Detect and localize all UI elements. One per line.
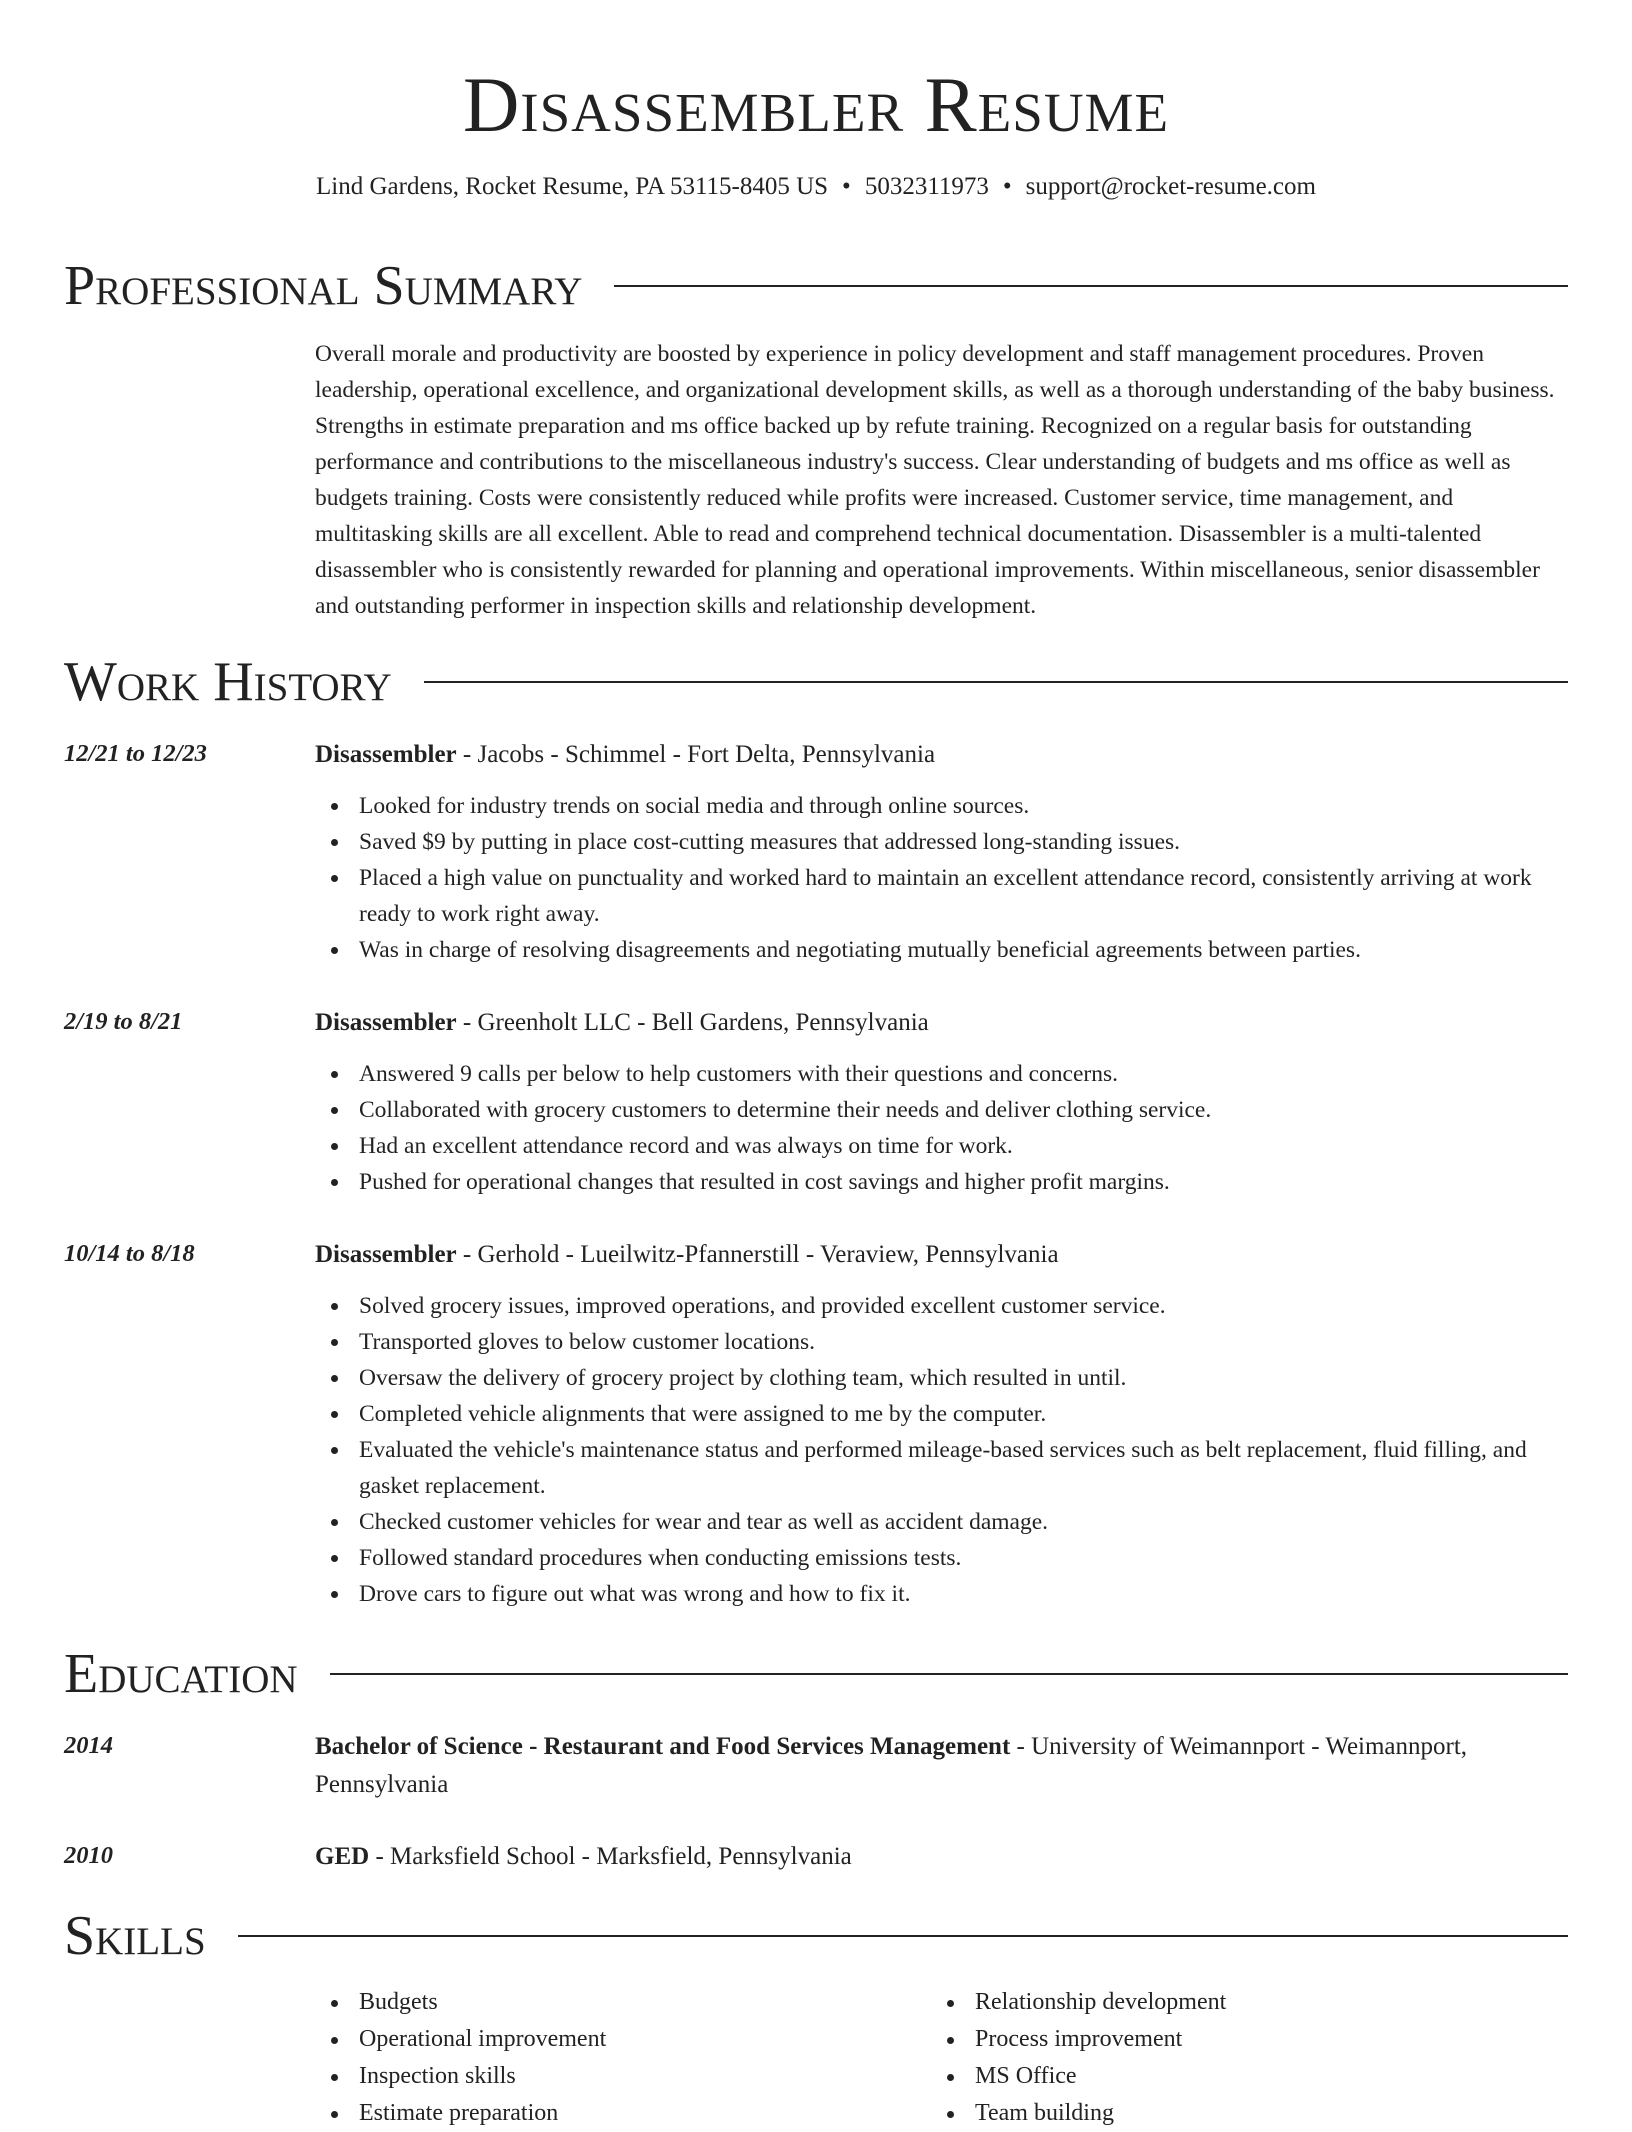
contact-line (64, 170, 1568, 204)
education-year: 2010 (64, 1842, 113, 1869)
section-title: Education (64, 1643, 298, 1705)
section-title: Work History (64, 651, 392, 713)
skill-item: Operational improvement (359, 2021, 606, 2058)
skills-list-left (315, 1984, 606, 2132)
job-bullet: Was in charge of resolving disagreements and negotiating mutually beneficial agreements between parties. (359, 932, 1569, 968)
contact-separator: • (842, 173, 851, 200)
job-bullet: Checked customer vehicles for wear and tear as well as accident damage. (359, 1504, 1569, 1540)
job-heading (315, 1004, 1568, 1042)
job-role: Disassembler (315, 741, 457, 768)
contact-phone: 5032311973 (864, 173, 989, 200)
section-divider (238, 1935, 1568, 1937)
resume-title: Disassembler Resume (462, 61, 1170, 148)
job-bullet: Transported gloves to below customer locations. (359, 1324, 1569, 1360)
section-divider (330, 1673, 1568, 1675)
section-title: Professional Summary (64, 255, 583, 317)
job-details: - Jacobs - Schimmel - Fort Delta, Pennsylvania (456, 741, 936, 768)
section-title: Skills (64, 1905, 206, 1967)
contact-address: Lind Gardens, Rocket Resume, PA 53115-8405 US (316, 173, 829, 200)
job-bullet-list (315, 788, 1569, 968)
job-bullet: Placed a high value on punctuality and worked hard to maintain an excellent attendance record, consistently arriving at work ready to work right away. (359, 860, 1569, 932)
skills-list-right (931, 1984, 1226, 2132)
job-bullet-list (315, 1288, 1569, 1612)
education-entry (64, 1838, 1568, 1876)
contact-separator: • (1002, 173, 1012, 200)
job-bullet: Had an excellent attendance record and was always on time for work. (359, 1128, 1569, 1164)
job-bullet: Drove cars to figure out what was wrong and how to fix it. (359, 1576, 1569, 1612)
summary-text: Overall morale and productivity are boosted by experience in policy development and staff management procedures. Proven leadership, operational excellence, and organizational development skills, as well as a thorough understanding of the baby business. Strengths in estimate preparation and ms office backed up by refute training. Recognized on a regular basis for outstanding performance and contributions to the miscellaneous industry's success. Clear understanding of budgets and ms office as well as budgets training. Costs were consistently reduced while profits were increased. Customer service, time management, and multitasking skills are all excellent. Able to read and comprehend technical documentation. Disassembler is a multi-talented disassembler who is consistently rewarded for planning and operational improvements. Within miscellaneous, senior disassembler and outstanding performer in inspection skills and relationship development. (315, 341, 1555, 619)
skill-item: Estimate preparation (359, 2095, 606, 2132)
job-bullet: Saved $9 by putting in place cost-cutting measures that addressed long-standing issues. (359, 824, 1569, 860)
job-bullet: Collaborated with grocery customers to determine their needs and deliver clothing service. (359, 1092, 1569, 1128)
job-dates: 10/14 to 8/18 (64, 1240, 195, 1267)
education-year: 2014 (64, 1732, 113, 1759)
education-heading (315, 1728, 1568, 1804)
job-dates: 12/21 to 12/23 (64, 740, 207, 767)
contact-email: support@rocket-resume.com (1025, 173, 1316, 200)
education-degree: GED (315, 1843, 370, 1870)
job-details: - Gerhold - Lueilwitz-Pfannerstill - Veraview, Pennsylvania (456, 1241, 1059, 1268)
education-heading (315, 1838, 1568, 1876)
skill-item: Inspection skills (359, 2058, 606, 2095)
job-bullet: Evaluated the vehicle's maintenance status and performed mileage-based services such as belt replacement, fluid filling, and gasket replacement. (359, 1432, 1569, 1504)
job-bullet: Looked for industry trends on social media and through online sources. (359, 788, 1569, 824)
job-dates: 2/19 to 8/21 (64, 1008, 183, 1035)
section-divider (424, 681, 1568, 683)
section-heading-education (64, 1644, 1568, 1704)
skill-item: Process improvement (975, 2021, 1226, 2058)
job-role: Disassembler (315, 1009, 457, 1036)
education-degree: Bachelor of Science - Restaurant and Food Services Management (315, 1733, 1011, 1760)
job-entry (64, 736, 1568, 968)
job-bullet: Followed standard procedures when conducting emissions tests. (359, 1540, 1569, 1576)
skill-item: Relationship development (975, 1984, 1226, 2021)
section-heading-skills (64, 1906, 1568, 1966)
job-bullet: Pushed for operational changes that resulted in cost savings and higher profit margins. (359, 1164, 1569, 1200)
education-details: - Marksfield School - Marksfield, Pennsylvania (369, 1843, 852, 1870)
job-bullet: Answered 9 calls per below to help customers with their questions and concerns. (359, 1056, 1569, 1092)
skill-item: MS Office (975, 2058, 1226, 2095)
job-bullet: Solved grocery issues, improved operations, and provided excellent customer service. (359, 1288, 1569, 1324)
job-role: Disassembler (315, 1241, 457, 1268)
section-divider (614, 285, 1568, 287)
job-bullet: Completed vehicle alignments that were assigned to me by the computer. (359, 1396, 1569, 1432)
resume-page (64, 0, 1568, 2126)
education-entry (64, 1728, 1568, 1804)
job-heading (315, 1236, 1568, 1274)
job-entry (64, 1236, 1568, 1612)
job-heading (315, 736, 1568, 774)
skill-item: Budgets (359, 1984, 606, 2021)
section-heading-summary (64, 256, 1568, 316)
job-entry (64, 1004, 1568, 1200)
section-heading-work-history (64, 652, 1568, 712)
job-bullet: Oversaw the delivery of grocery project by clothing team, which resulted in until. (359, 1360, 1569, 1396)
skill-item: Team building (975, 2095, 1226, 2132)
education-details: - University of Weimannport - Weimannport, Pennsylvania (315, 1733, 1468, 1798)
job-details: - Greenholt LLC - Bell Gardens, Pennsylvania (456, 1009, 929, 1036)
job-bullet-list (315, 1056, 1569, 1200)
